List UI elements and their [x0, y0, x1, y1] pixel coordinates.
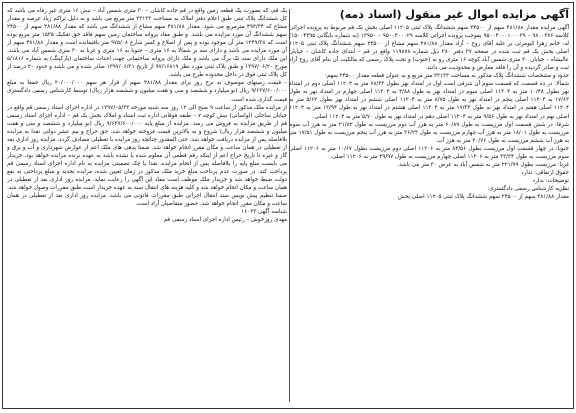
notice-intro-paragraph: آگهی مزایده مقدار ۴۸۱/۸۸ سهم از ۲۴۵۰۰ سهم ششدانگ پلاک ثبتی ۱۱۲۰۵ اصلی بخش یک قم مربوط به پرونده اجرائی کلاسه ۹۸۰۰۳۷۶ – ۹۵۰۰۴۰۰۰۱۰۰۰۲۹ بموجب پرونده اجرائی کلاسه ۹۵۰۰۴۰۰۰۲۹ – ۱۳۹۵۰ (به شماره بایگانی ۱۵۰۰۴۳۹۵) له: خانم زهرا کیومرثی بر علیه آقای روح – آزاد مقدار ۴۸۱/۸۸ سهم مشاع از ۲۴۵۰۰ سهم ششدانگ پلاک ثبتی ۱۱۲۰۵ اصلی بخش یک قم ثبت شده در صفحه ۲۷ دفتر ۲۸۰ ذیل شماره ۱۱۹۸۷۸ واقع در قم – ابتدای جاده کاشان – خیابان عالیشاه – خیابان ۳۰ متری شمس آباد کوچه ۱۶ متری رو به (جنوب) و تحت پلاک رسمی که مالکیت آن بنام آقای روح آزاد ثبت و صادر گردیده و آن را فاقد معارض و محدودیت می دانند.: [289, 25, 569, 72]
boundary-east: شرقا: در شش قسمت اول مرزیست به طول ۶۰/۸۹ متر به هرز آب دوم مرزیست به طول ۲۱/۸۲ متر به هرز آب سوم مرزیست به طول ۱۸/۰۱ متر به هرز آب چهارم مرزیست به طول ۳۶/۲۳ متر به هرز آب پنجم مرزیست به طول ۱۷/۵۱ متر به هرز آب ششم مرزیست به طول ۳۰/۷۶ متر به هرز آب.: [289, 121, 569, 144]
boundary-west: غربا: مرزیست بطول ۲۲۱/۹۹ متر به شمس آباد به عرض ۳۰ متر می باشد.: [397, 161, 569, 168]
auction-notice: [2, 2, 574, 409]
expert-opinion-heading: نظریه کارشناس رسمی دادگستری:: [487, 185, 569, 192]
property-description: یک قم، که بصورت یک قطعه زمین واقع در قم جاده کاشان – ۳۰ متری شمس آباد – نبش ۱۶ متری غیر رفاه می باشد که کل ششدانگ پلاک ثبتی طبق اعلام دفتر املاک به مساحت ۲۳۱۳۳ متر مربع می باشد و به دلیل تراکم زیاد عرصه و مقدار مشاع که ۴۹۳/۳۴ مترمربع می شود. مقدار ۴۸۱/۸۸ سهم مشاع از ششدانگ می باشد که مقدار ۴۸۱/۸۸ سهم از ۲۴۵۰۰ سهم ششدانگ آن مورد مزایده می باشد. و طبق مفاد پروانه ساختمان زمین سهم فاقد حق تفکیک ۱۵۳۵ متر مربع بوده است که ۱۲۴۹/۳۸ متر آن موجود بوده و پس از اصلاح و کسر شارع ۹۷۵/۰۸ متر باقیمانده است و مقدار ۴۸۱/۸۸ سهم از آن مورد مزایده می باشد و دارای سه بر شمالا به ۱۶ متری – جنوبا به ۱۶ متری و غربا به ۳۰ متری شمس آباد می باشد. این ملک دارای سند تک برگ می باشد و ملک دارای پروانه ساختمانی جهت احداث ساختمان (پارکینگ) به شماره ۵/۱۸۱۶ مورخ ۱۳۹۷/۰۶/۲۰ و طبق پلاک ثبتی مورد نظر ۹۷/۱۶۸۱۹ از تاریخ ۱۳۹۷/۰۶/۲۱ صادر شده و می باشد و حدود ۲۰ درصد از کل پلاک ثبتی فوق در داخل محدوده طرح می باشد.: [7, 8, 287, 79]
notice-column-left: [7, 7, 287, 404]
expert-opinion-start: مقدار ۴۸۱/۸۸ سهم از ۲۴۵۰۰ سهم ششدانگ پلاک ثبتی ۱۱۲۰۵ اصلی بخش: [397, 193, 569, 200]
notice-signature: مهدی روزخوش – رئیس اداره اجرای اسناد رسمی قم: [163, 217, 287, 224]
boundary-south: جنوبا: در چهار قسمت اول مرزیست بطول ۸۴/۵۶ متر به ۱۱۲۰۶ اصلی دوم مرزیست بطول ۱۰/۶۷ متر به ۱۱۲۰۶ اصلی سوم مرزیست به طول ۳۳/۳۴ متر به ۱۱۲۰۶ اصلی چهارم مرزیست به طول ۴۹/۹۷ متر به ۱۱۲۰۶ اصلی.: [289, 145, 569, 160]
notice-title: آگهی مزایده اموال غیر منقول (اسناد ذمه): [339, 8, 569, 21]
auction-terms: از مزایده ملک مذکور از ساعت ۹ صبح الی ۱۲ روز سه شنبه مورخه ۱۳۹۷/۰۵/۲۳ در اداره اجرای اسناد رسمی قم واقع در خیابان ساحلی (لواسانی) نبش کوچه ۷ – طبقه فوقانی اداره ثبت اسناد و املاک بخش یک قم – اداره اجرای اسناد رسمی قم از طریق مزایده به فروش می رسد. مزایده از مبلغ پایه ۹/۶۳۷/۶۰۰/۰۰۰ ریال (نو میلیارد و ششصد و سی و هفت میلیون و ششصد هزار ریال) شروع و به بالاترین قیمت فروخته خواهد شد. حق حراج و نیم عشر دولتی نقدا به مزایده بلافاصله پس از مزایده دریافت خواهد شد. حتی المقدور چنانچه روز مزایده با تعطیلی مصادف گردد، مزایده روز اداری بعد از تعطیلی در همان ساعت و مکان مقرر انجام خواهد شد. ضمنا بدهی های ملک اعم از عوارض شهرداری و آب و برق و گاز و غیره تا تاریخ حراج اعم از اینکه رقم قطعی آن معلوم شده یا نشده باشد به عهده برنده مزایده خواهد بود. خریدار می بایست مبلغ پایه را بلافاصله پس از انجام مزایده، نقدا یا چک تضمینی مزایده به نام اداره اجرای اسناد رسمی قم پرداخت کند. در صورت عدم پرداخت مبلغ خرید ملک مذکور در زمان تعیین شده، مزایده تجدید و مبلغ پرداختی به نفع دولت ضبط خواهد شد و خریدار ملک موظف است مفاد این آگهی را رعایت نماید. مزایده روز اداری بعد از تعطیلی در همان ساعت و مکان انجام خواهد شد و کلیه هزینه های انتقال سند به عهده خریدار است طبق مقررات وصول خواهد شد. ضمنا تنظیم پیش نویس سند انتقال اجرائی طبق مقررات قانونی می باشد. مزایده روز اداری بعد از تعطیلی در همان ساعت و مکان مقرر انجام خواهد شد. حضور متقاضیان آزاد است.: [7, 104, 287, 208]
column-divider: [289, 9, 290, 402]
property-valuation: – قیمت زمینهای موصوف به نرخ روز برای مقدار ۴۸۱/۸۸ سهم از قرار هر سهم ۲۰/۰۰۰/۰۰۰ ریال جمعا به مبلغ ۹/۶۳۷/۶۰۰/۰۰۰ ریال (نو میلیارد و ششصد و سی و هفت میلیون و ششصد هزار ریال) توسط کارشناس رسمی دادگستری قیمت گذاری شده است.: [7, 80, 287, 103]
notice-column-right: [289, 7, 569, 404]
remarks: توضیحات: ندارد: [532, 177, 569, 184]
boundary-north: شمالا: در ده قسمت که قسمت سوم آن شرقی است اول در امتداد نهر بطول ۷۸/۳۳ متر به ۱۱۲۰۴ اصلی دوم در امتداد نهر بطول ۱۰/۴۸ متر به ۱۱۲۰۴ اصلی سوم در امتداد نهر به طول ۴/۸۸ به ۱۱۲۰۴ اصلی چهارم در امتداد نهر به طول ۱۷/۶۳ به ۱۱۲۰۴ اصلی پنجم در امتداد نهر به طول ۸/۷۵ متر به ۱۱۲۰۴ اصلی ششم در امتداد نهر بطول ۵/۶۲ متر به ۱۱۲۰۴ اصلی هفتم در امتداد نهر به طول ۱۷/۳۳ متر به ۱۱۲۰۴ اصلی هشتم در امتداد نهر به طول ۱۳/۹۴ متر به ۱۱۲۰۴ اصلی نهم در امتداد نهر به طول ۹/۵۶ متر به ۱۱۲۰۴ اصلی دهم در امتداد نهر به طول ۵/۷۰ متر به ۱۱۲۰۴ اصلی.: [289, 81, 569, 120]
property-boundaries-heading: حدود و مشخصات ششدانگ پلاک مذکور به مساحت ۲۳۱۳۳ متر مربع و به عنوان قطعه مقدار ۲۴۵۰۰ سهم:: [324, 73, 569, 80]
notice-id: شناسه آگهی ۱۶۰۳۳: [241, 209, 287, 216]
easement-rights: حقوق ارتفاقی: ندارد: [521, 169, 569, 176]
